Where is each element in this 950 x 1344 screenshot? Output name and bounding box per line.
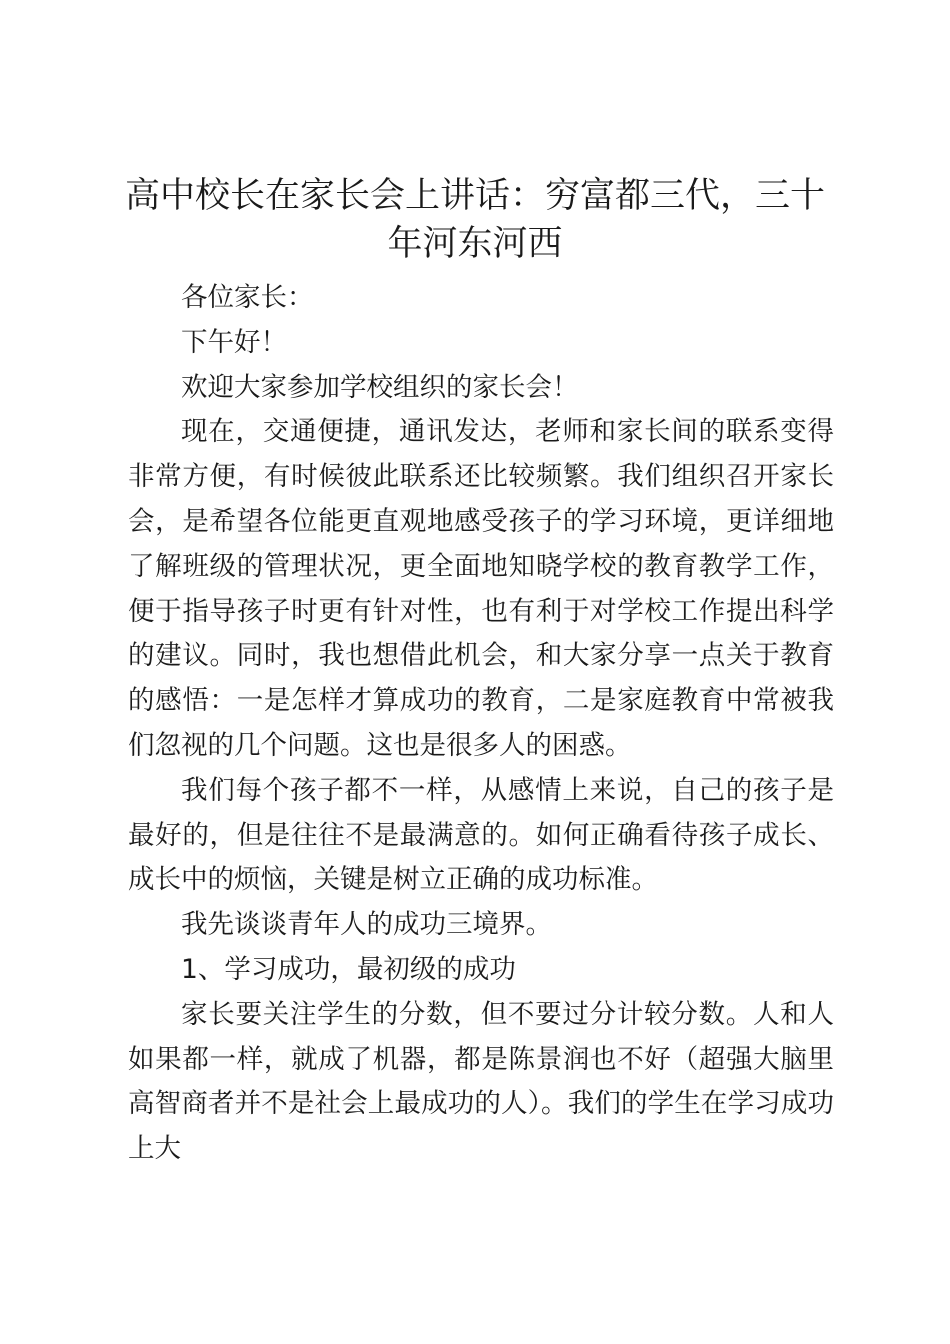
paragraph: 现在，交通便捷，通讯发达，老师和家长间的联系变得非常方便，有时候彼此联系还比较频繁。我们组织召开家长会，是希望各位能更直观地感受孩子的学习环境，更详细地了解班级的管理状况，更全面地知晓学校的教育教学工作，便于指导孩子时更有针对性，也有利于对学校工作提出科学的建议。同时，我也想借此机会，和大家分享一点关于教育的感悟：一是怎样才算成功的教育，二是家庭教育中常被我们忽视的几个问题。这也是很多人的困惑。 bbox=[128, 416, 834, 761]
salutation: 各位家长： bbox=[181, 282, 314, 313]
paragraph: 我先谈谈青年人的成功三境界。 bbox=[181, 909, 552, 941]
greeting: 下午好！ bbox=[181, 326, 287, 358]
document-body bbox=[128, 276, 834, 1172]
section-heading: 1、学习成功，最初级的成功 bbox=[181, 953, 516, 985]
document-title: 高中校长在家长会上讲话：穷富都三代，三十年河东河西 bbox=[124, 176, 825, 264]
paragraph: 我们每个孩子都不一样，从感情上来说，自己的孩子是最好的，但是往往不是最满意的。如何正确看待孩子成长、成长中的烦恼，关键是树立正确的成功标准。 bbox=[128, 774, 834, 896]
welcome-line: 欢迎大家参加学校组织的家长会！ bbox=[181, 371, 579, 403]
paragraph: 家长要关注学生的分数，但不要过分计较分数。人和人如果都一样，就成了机器，都是陈景润也不好（超强大脑里高智商者并不是社会上最成功的人）。我们的学生在学习成功上大 bbox=[128, 998, 834, 1165]
